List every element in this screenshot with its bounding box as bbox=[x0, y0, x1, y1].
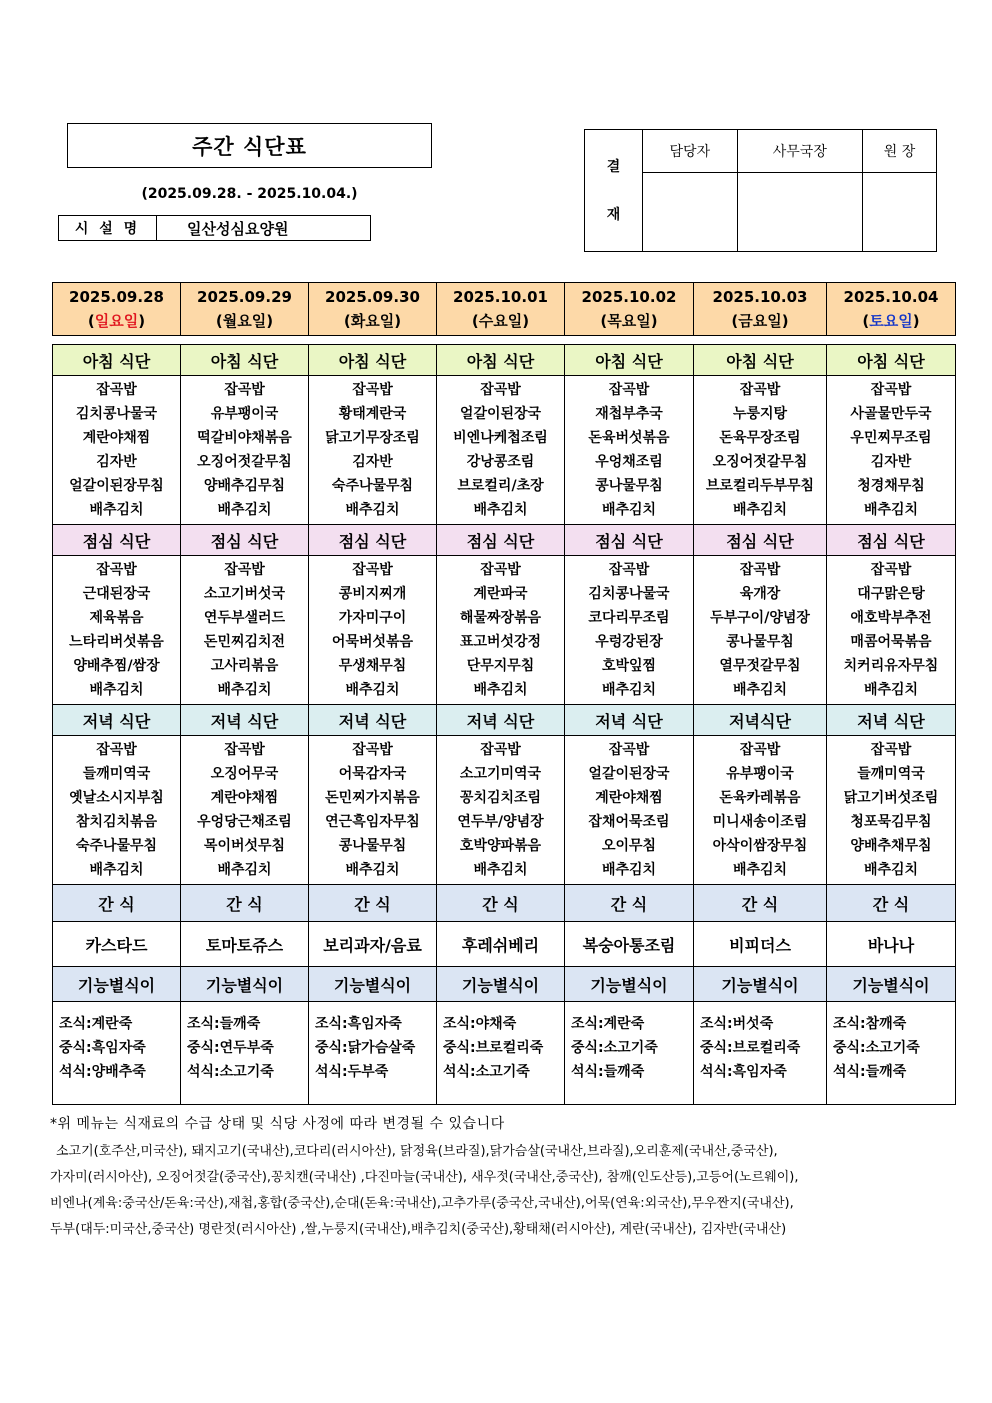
day-name: 화요일 bbox=[350, 312, 395, 330]
approval-side-label bbox=[585, 130, 643, 252]
menu-item: 김치콩나물국 bbox=[75, 406, 158, 422]
menu-item: 우렁강된장 bbox=[595, 634, 663, 650]
notes-origin-line: 소고기(호주산,미국산), 돼지고기(국내산),코다리(러시아산), 닭정육(브라질),닭가슴살(국내산,브라질),오리훈제(국내산,중국산), bbox=[56, 1144, 778, 1159]
menu-item: 닭고기무장조림 bbox=[325, 430, 420, 446]
menu-item: 배추김치 bbox=[732, 502, 788, 518]
date-cell bbox=[181, 283, 309, 336]
menu-item: 아삭이쌈장무침 bbox=[712, 838, 808, 854]
func-header: 기능별식이 bbox=[53, 967, 181, 1002]
dinner-header: 저녁 식단 bbox=[827, 705, 956, 736]
dinner-header: 저녁 식단 bbox=[53, 705, 181, 736]
menu-item: 유부팽이국 bbox=[726, 766, 794, 782]
menu-item: 배추김치 bbox=[89, 862, 144, 878]
func-diet-item: 석식:흑임자죽 bbox=[700, 1064, 787, 1080]
menu-item: 꽁치김치조림 bbox=[459, 790, 542, 806]
menu-item: 얼갈이된장무침 bbox=[69, 478, 164, 494]
approval-role: 담당자 bbox=[643, 130, 738, 173]
dinner-header-row bbox=[53, 705, 956, 736]
menu-item: 돈육무장조림 bbox=[719, 430, 801, 446]
menu-item: 제육볶음 bbox=[89, 610, 144, 626]
day-of-week: (금요일) bbox=[731, 312, 789, 330]
menu-item: 김자반 bbox=[96, 454, 137, 470]
lunch-header-row bbox=[53, 525, 956, 556]
breakfast-cell bbox=[309, 376, 437, 525]
breakfast-header: 아침 식단 bbox=[53, 345, 181, 376]
approval-table bbox=[584, 129, 937, 252]
date-cell bbox=[309, 283, 437, 336]
menu-item: 계란파국 bbox=[473, 586, 528, 602]
menu-item: 코다리무조림 bbox=[588, 610, 670, 626]
func-header: 기능별식이 bbox=[827, 967, 956, 1002]
menu-item: 배추김치 bbox=[601, 682, 657, 698]
menu-item: 김자반 bbox=[352, 454, 393, 470]
lunch-items-row bbox=[53, 556, 956, 705]
menu-item: 잡채어묵조림 bbox=[588, 814, 670, 830]
menu-item: 브로컬리/초장 bbox=[457, 478, 544, 494]
menu-item: 오징어무국 bbox=[210, 766, 279, 782]
menu-item: 가자미구이 bbox=[338, 610, 407, 626]
func-diet-item: 중식:브로컬리죽 bbox=[700, 1040, 801, 1056]
date-text: 2025.09.30 bbox=[325, 288, 420, 306]
menu-item: 배추김치 bbox=[863, 862, 919, 878]
menu-item: 숙주나물무침 bbox=[331, 478, 414, 494]
menu-item: 배추김치 bbox=[89, 682, 144, 698]
menu-item: 비엔나케첩조림 bbox=[453, 430, 548, 446]
menu-item: 콩나물무침 bbox=[726, 634, 794, 650]
menu-item: 잡곡밥 bbox=[870, 562, 912, 578]
lunch-header: 점심 식단 bbox=[309, 525, 437, 556]
lunch-cell bbox=[694, 556, 827, 705]
menu-item: 강낭콩조림 bbox=[466, 454, 535, 470]
snack-header: 간 식 bbox=[309, 885, 437, 922]
menu-item: 들깨미역국 bbox=[82, 766, 151, 782]
menu-item: 얼갈이된장국 bbox=[588, 766, 670, 782]
menu-item: 호박잎찜 bbox=[601, 658, 657, 674]
notes-origin-line: 두부(대두:미국산,중국산) 명란젓(러시아산) ,쌀,누룽지(국내산),배추김치(중국산),황태채(러시아산), 계란(국내산), 김자반(국내산) bbox=[50, 1222, 787, 1237]
breakfast-items-row bbox=[53, 376, 956, 525]
menu-item: 육개장 bbox=[739, 586, 781, 602]
menu-item: 잡곡밥 bbox=[96, 562, 137, 578]
facility-label: 시 설 명 bbox=[59, 216, 157, 240]
dinner-cell bbox=[694, 736, 827, 885]
menu-item: 호박양파볶음 bbox=[459, 838, 542, 854]
menu-item: 배추김치 bbox=[345, 862, 400, 878]
menu-item: 잡곡밥 bbox=[96, 742, 137, 758]
menu-item: 배추김치 bbox=[601, 502, 657, 518]
snack-cell: 후레쉬베리 bbox=[437, 922, 565, 967]
menu-item: 오징어젓갈무침 bbox=[197, 454, 292, 470]
spacer-cell bbox=[53, 336, 956, 345]
func-diet-item: 조식:계란죽 bbox=[59, 1016, 133, 1032]
menu-item: 콩나물무침 bbox=[595, 478, 663, 494]
func-header: 기능별식이 bbox=[309, 967, 437, 1002]
menu-item: 우엉당근채조림 bbox=[197, 814, 292, 830]
menu-item: 오징어젓갈무침 bbox=[712, 454, 808, 470]
lunch-cell bbox=[437, 556, 565, 705]
breakfast-header: 아침 식단 bbox=[437, 345, 565, 376]
func-cell bbox=[53, 1002, 181, 1105]
menu-item: 재첩부추국 bbox=[595, 406, 663, 422]
func-cell bbox=[309, 1002, 437, 1105]
lunch-header: 점심 식단 bbox=[827, 525, 956, 556]
menu-item: 잡곡밥 bbox=[870, 382, 912, 398]
func-header: 기능별식이 bbox=[565, 967, 694, 1002]
dinner-items-row bbox=[53, 736, 956, 885]
func-row bbox=[53, 1002, 956, 1105]
menu-item: 고사리볶음 bbox=[210, 658, 279, 674]
approval-sign-box[interactable] bbox=[863, 173, 937, 252]
menu-item: 잡곡밥 bbox=[739, 382, 781, 398]
snack-cell: 토마토쥬스 bbox=[181, 922, 309, 967]
menu-item: 누룽지탕 bbox=[732, 406, 788, 422]
menu-item: 콩비지찌개 bbox=[338, 586, 407, 602]
breakfast-cell bbox=[437, 376, 565, 525]
date-text: 2025.10.03 bbox=[712, 288, 808, 306]
snack-header: 간 식 bbox=[53, 885, 181, 922]
func-diet-item: 중식:연두부죽 bbox=[187, 1040, 274, 1056]
day-name: 일요일 bbox=[94, 312, 139, 330]
approval-sign-box[interactable] bbox=[737, 173, 862, 252]
lunch-cell bbox=[53, 556, 181, 705]
spacer-row bbox=[53, 336, 956, 345]
func-cell bbox=[181, 1002, 309, 1105]
menu-item: 근대된장국 bbox=[82, 586, 151, 602]
func-cell bbox=[565, 1002, 694, 1105]
date-cell bbox=[53, 283, 181, 336]
menu-item: 계란야채찜 bbox=[210, 790, 279, 806]
day-name: 월요일 bbox=[222, 312, 267, 330]
menu-item: 애호박부추전 bbox=[850, 610, 932, 626]
func-cell bbox=[694, 1002, 827, 1105]
menu-item: 대구맑은탕 bbox=[857, 586, 925, 602]
menu-item: 배추김치 bbox=[345, 502, 400, 518]
dinner-header: 저녁 식단 bbox=[437, 705, 565, 736]
lunch-header: 점심 식단 bbox=[437, 525, 565, 556]
menu-item: 돈민찌김치전 bbox=[203, 634, 286, 650]
page-title: 주간 식단표 bbox=[67, 123, 432, 168]
breakfast-cell bbox=[181, 376, 309, 525]
func-diet-item: 조식:참깨죽 bbox=[833, 1016, 907, 1032]
dinner-cell bbox=[53, 736, 181, 885]
approval-role: 사무국장 bbox=[737, 130, 862, 173]
menu-item: 숙주나물무침 bbox=[75, 838, 158, 854]
menu-item: 계란야채찜 bbox=[595, 790, 663, 806]
snack-header: 간 식 bbox=[827, 885, 956, 922]
dinner-header: 저녁 식단 bbox=[181, 705, 309, 736]
func-header-row bbox=[53, 967, 956, 1002]
approval-side-char: 재 bbox=[606, 206, 621, 223]
day-of-week: (수요일) bbox=[471, 312, 530, 330]
menu-item: 배추김치 bbox=[217, 682, 272, 698]
date-row bbox=[53, 283, 956, 336]
dinner-cell bbox=[827, 736, 956, 885]
snack-header: 간 식 bbox=[694, 885, 827, 922]
menu-item: 잡곡밥 bbox=[480, 742, 521, 758]
func-header: 기능별식이 bbox=[694, 967, 827, 1002]
facility-box bbox=[58, 215, 371, 241]
menu-item: 양배추채무침 bbox=[850, 838, 932, 854]
approval-role: 원 장 bbox=[863, 130, 937, 173]
breakfast-header-row bbox=[53, 345, 956, 376]
day-name: 목요일 bbox=[607, 312, 651, 330]
menu-item: 잡곡밥 bbox=[96, 382, 137, 398]
menu-item: 우엉채조림 bbox=[595, 454, 663, 470]
menu-item: 목이버섯무침 bbox=[203, 838, 286, 854]
func-diet-item: 조식:야채죽 bbox=[443, 1016, 517, 1032]
snack-header: 간 식 bbox=[565, 885, 694, 922]
menu-item: 돈육버섯볶음 bbox=[588, 430, 670, 446]
lunch-cell bbox=[565, 556, 694, 705]
breakfast-cell bbox=[694, 376, 827, 525]
dinner-cell bbox=[309, 736, 437, 885]
menu-item: 사골물만두국 bbox=[850, 406, 932, 422]
dinner-header: 저녁 식단 bbox=[309, 705, 437, 736]
date-cell bbox=[694, 283, 827, 336]
func-cell bbox=[827, 1002, 956, 1105]
menu-item: 닭고기버섯조림 bbox=[843, 790, 939, 806]
lunch-header: 점심 식단 bbox=[181, 525, 309, 556]
notes-origin-line: 가자미(러시아산), 오징어젓갈(중국산),꽁치캔(국내산) ,다진마늘(국내산), 새우젓(국내산,중국산), 참깨(인도산등),고등어(노르웨이), bbox=[50, 1170, 799, 1185]
menu-item: 잡곡밥 bbox=[739, 562, 781, 578]
breakfast-header: 아침 식단 bbox=[694, 345, 827, 376]
menu-item: 배추김치 bbox=[601, 862, 657, 878]
menu-item: 잡곡밥 bbox=[608, 562, 650, 578]
menu-item: 얼갈이된장국 bbox=[459, 406, 542, 422]
date-text: 2025.10.02 bbox=[581, 288, 677, 306]
date-text: 2025.10.04 bbox=[843, 288, 939, 306]
menu-item: 잡곡밥 bbox=[224, 382, 265, 398]
menu-item: 단무지무침 bbox=[466, 658, 535, 674]
breakfast-header: 아침 식단 bbox=[827, 345, 956, 376]
menu-item: 옛날소시지부침 bbox=[69, 790, 164, 806]
menu-item: 배추김치 bbox=[863, 502, 919, 518]
menu-item: 잡곡밥 bbox=[870, 742, 912, 758]
func-diet-item: 중식:소고기죽 bbox=[571, 1040, 658, 1056]
func-diet-item: 조식:버섯죽 bbox=[700, 1016, 774, 1032]
menu-item: 잡곡밥 bbox=[224, 742, 265, 758]
snack-row bbox=[53, 922, 956, 967]
snack-cell: 바나나 bbox=[827, 922, 956, 967]
lunch-header: 점심 식단 bbox=[694, 525, 827, 556]
dinner-cell bbox=[565, 736, 694, 885]
func-diet-item: 조식:흑임자죽 bbox=[315, 1016, 402, 1032]
menu-item: 느타리버섯볶음 bbox=[69, 634, 164, 650]
menu-item: 양배추찜/쌈장 bbox=[73, 658, 160, 674]
snack-cell: 비피더스 bbox=[694, 922, 827, 967]
menu-item: 돈민찌가지볶음 bbox=[325, 790, 420, 806]
menu-item: 우민찌무조림 bbox=[850, 430, 932, 446]
day-of-week: (화요일) bbox=[343, 312, 402, 330]
date-cell bbox=[827, 283, 956, 336]
date-cell bbox=[565, 283, 694, 336]
func-diet-item: 중식:브로컬리죽 bbox=[443, 1040, 544, 1056]
breakfast-cell bbox=[565, 376, 694, 525]
day-of-week: (토요일) bbox=[862, 312, 920, 330]
menu-item: 배추김치 bbox=[217, 862, 272, 878]
func-diet-item: 중식:흑임자죽 bbox=[59, 1040, 146, 1056]
lunch-cell bbox=[181, 556, 309, 705]
snack-header-row bbox=[53, 885, 956, 922]
menu-item: 떡갈비야채볶음 bbox=[197, 430, 292, 446]
menu-item: 잡곡밥 bbox=[352, 382, 393, 398]
func-header: 기능별식이 bbox=[181, 967, 309, 1002]
menu-item: 해물짜장볶음 bbox=[459, 610, 542, 626]
menu-item: 잡곡밥 bbox=[480, 382, 521, 398]
menu-item: 돈육카레볶음 bbox=[719, 790, 801, 806]
breakfast-cell bbox=[827, 376, 956, 525]
menu-item: 소고기미역국 bbox=[459, 766, 542, 782]
func-diet-item: 석식:소고기죽 bbox=[443, 1064, 530, 1080]
approval-side-char: 결 bbox=[606, 158, 621, 175]
menu-item: 유부팽이국 bbox=[210, 406, 279, 422]
menu-item: 무생채무침 bbox=[338, 658, 407, 674]
func-diet-item: 석식:두부죽 bbox=[315, 1064, 389, 1080]
menu-item: 배추김치 bbox=[732, 862, 788, 878]
menu-item: 잡곡밥 bbox=[480, 562, 521, 578]
menu-item: 배추김치 bbox=[473, 862, 528, 878]
lunch-header: 점심 식단 bbox=[53, 525, 181, 556]
notes-disclaimer: *위 메뉴는 식재료의 수급 상태 및 식당 사정에 따라 변경될 수 있습니다 bbox=[50, 1116, 505, 1132]
func-diet-item: 중식:닭가슴살죽 bbox=[315, 1040, 416, 1056]
dinner-cell bbox=[181, 736, 309, 885]
menu-item: 잡곡밥 bbox=[608, 742, 650, 758]
menu-item: 계란야채찜 bbox=[82, 430, 151, 446]
day-name: 수요일 bbox=[478, 312, 523, 330]
menu-item: 배추김치 bbox=[89, 502, 144, 518]
menu-item: 어묵버섯볶음 bbox=[331, 634, 414, 650]
notes-origin-line: 비엔나(계육:중국산/돈육:국산),재첩,홍합(중국산),순대(돈육:국내산),고추가루(중국산,국내산),어묵(연육:외국산),무우짠지(국내산), bbox=[50, 1196, 794, 1211]
menu-item: 잡곡밥 bbox=[352, 562, 393, 578]
day-name: 토요일 bbox=[869, 312, 913, 330]
date-text: 2025.09.28 bbox=[69, 288, 164, 306]
menu-item: 잡곡밥 bbox=[224, 562, 265, 578]
menu-item: 미니새송이조림 bbox=[712, 814, 808, 830]
func-header: 기능별식이 bbox=[437, 967, 565, 1002]
menu-item: 연두부샐러드 bbox=[203, 610, 286, 626]
snack-cell: 복숭아통조림 bbox=[565, 922, 694, 967]
breakfast-header: 아침 식단 bbox=[309, 345, 437, 376]
date-cell bbox=[437, 283, 565, 336]
snack-cell: 보리과자/음료 bbox=[309, 922, 437, 967]
notes bbox=[50, 1113, 950, 1243]
breakfast-header: 아침 식단 bbox=[181, 345, 309, 376]
menu-item: 콩나물무침 bbox=[338, 838, 407, 854]
dinner-header: 저녁 식단 bbox=[565, 705, 694, 736]
menu-item: 연근흑임자무침 bbox=[325, 814, 420, 830]
func-diet-item: 석식:소고기죽 bbox=[187, 1064, 274, 1080]
menu-item: 양배추김무침 bbox=[203, 478, 286, 494]
menu-item: 배추김치 bbox=[217, 502, 272, 518]
breakfast-header: 아침 식단 bbox=[565, 345, 694, 376]
date-text: 2025.09.29 bbox=[197, 288, 292, 306]
menu-item: 잡곡밥 bbox=[352, 742, 393, 758]
snack-cell: 카스타드 bbox=[53, 922, 181, 967]
menu-item: 두부구이/양념장 bbox=[710, 610, 810, 626]
menu-item: 배추김치 bbox=[473, 682, 528, 698]
menu-item: 청경채무침 bbox=[857, 478, 925, 494]
day-of-week: (월요일) bbox=[215, 312, 274, 330]
func-diet-item: 조식:계란죽 bbox=[571, 1016, 645, 1032]
func-diet-item: 조식:들깨죽 bbox=[187, 1016, 261, 1032]
menu-item: 잡곡밥 bbox=[608, 382, 650, 398]
date-text: 2025.10.01 bbox=[453, 288, 548, 306]
lunch-cell bbox=[309, 556, 437, 705]
menu-table bbox=[52, 282, 956, 1105]
menu-item: 배추김치 bbox=[473, 502, 528, 518]
func-diet-item: 중식:소고기죽 bbox=[833, 1040, 920, 1056]
func-diet-item: 석식:들깨죽 bbox=[833, 1064, 907, 1080]
menu-item: 들깨미역국 bbox=[857, 766, 925, 782]
period-text: (2025.09.28. - 2025.10.04.) bbox=[141, 186, 358, 202]
menu-item: 오이무침 bbox=[601, 838, 657, 854]
snack-header: 간 식 bbox=[181, 885, 309, 922]
menu-item: 청포묵김무침 bbox=[850, 814, 932, 830]
dinner-header: 저녁식단 bbox=[694, 705, 827, 736]
snack-header: 간 식 bbox=[437, 885, 565, 922]
menu-item: 치커리유자무침 bbox=[843, 658, 939, 674]
menu-item: 배추김치 bbox=[863, 682, 919, 698]
menu-item: 브로컬리두부무침 bbox=[705, 478, 815, 494]
dinner-cell bbox=[437, 736, 565, 885]
menu-item: 매콤어묵볶음 bbox=[850, 634, 932, 650]
menu-item: 배추김치 bbox=[345, 682, 400, 698]
menu-item: 어묵감자국 bbox=[338, 766, 407, 782]
menu-item: 열무젓갈무침 bbox=[719, 658, 801, 674]
menu-item: 김자반 bbox=[870, 454, 912, 470]
menu-item: 참치김치볶음 bbox=[75, 814, 158, 830]
menu-item: 배추김치 bbox=[732, 682, 788, 698]
breakfast-cell bbox=[53, 376, 181, 525]
approval-sign-box[interactable] bbox=[643, 173, 738, 252]
menu-item: 잡곡밥 bbox=[739, 742, 781, 758]
day-name: 금요일 bbox=[738, 312, 782, 330]
menu-item: 표고버섯강정 bbox=[459, 634, 542, 650]
menu-item: 황태계란국 bbox=[338, 406, 407, 422]
func-diet-item: 석식:들깨죽 bbox=[571, 1064, 645, 1080]
func-cell bbox=[437, 1002, 565, 1105]
menu-item: 소고기버섯국 bbox=[203, 586, 286, 602]
lunch-cell bbox=[827, 556, 956, 705]
menu-item: 김치콩나물국 bbox=[588, 586, 670, 602]
func-diet-item: 석식:양배추죽 bbox=[59, 1064, 146, 1080]
facility-name: 일산성심요양원 bbox=[187, 219, 289, 238]
lunch-header: 점심 식단 bbox=[565, 525, 694, 556]
day-of-week: (목요일) bbox=[600, 312, 658, 330]
menu-item: 연두부/양념장 bbox=[457, 814, 544, 830]
day-of-week: (일요일) bbox=[87, 312, 146, 330]
